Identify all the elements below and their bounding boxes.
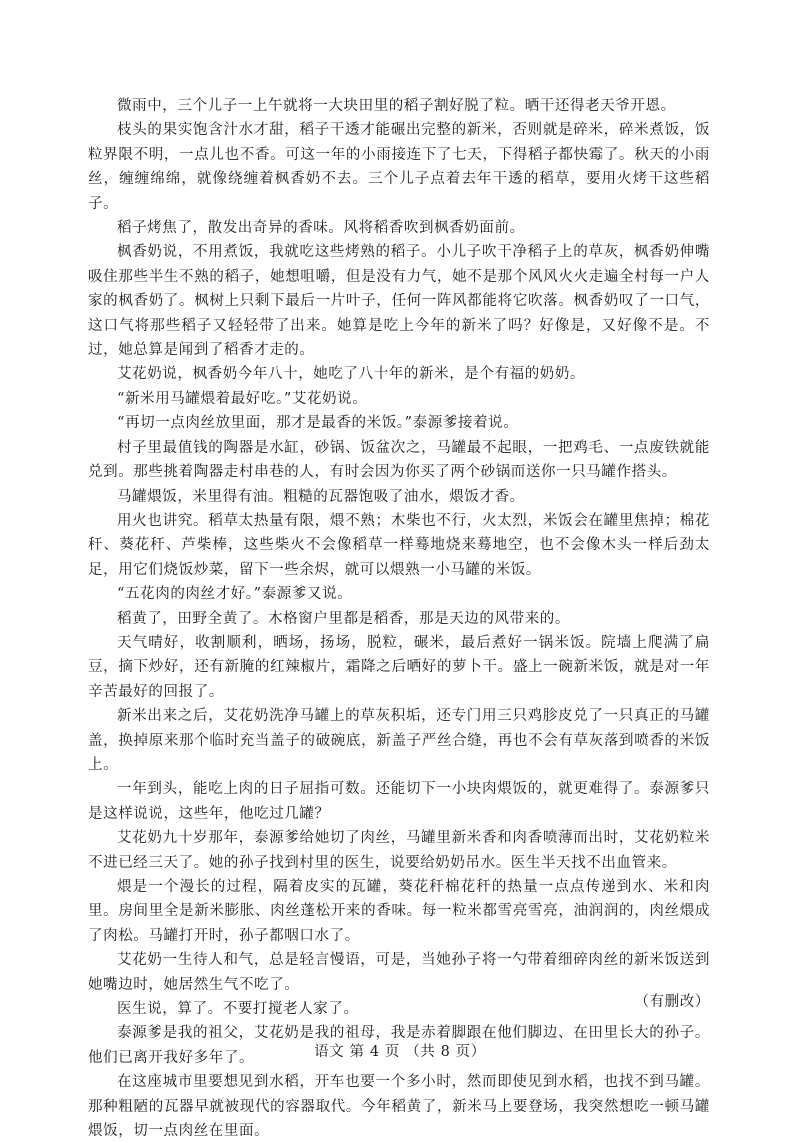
paragraph: 稻子烤焦了，散发出奇异的香味。风将稻香吹到枫香奶面前。 — [117, 220, 525, 237]
paragraph: 煨是一个漫长的过程，隔着皮实的瓦罐，葵花秆棉花秆的热量一点点传递到水、米和肉里。房间里全是新米膨胀、肉丝蓬松开来的香味。每一粒米都雪亮雪亮，油润润的，肉丝煨成了肉松。马罐打开时，孙子都咽口水了。 — [88, 879, 710, 944]
page-footer: 语文 第 4 页 （共 8 页） — [314, 1044, 486, 1060]
paragraph: 泰源爹是我的祖父，艾花奶是我的祖母，我是赤着脚跟在他们脚边、在田里长大的孙子。他们已离开我好多年了。 — [88, 1025, 710, 1066]
paragraph: 一年到头，能吃上肉的日子屈指可数。还能切下一小块肉煨饭的，就更难得了。泰源爹只是这样说说，这些年，他吃过几罐？ — [88, 781, 710, 822]
paragraph: 医生说，算了。不要打搅老人家了。 — [117, 1001, 359, 1018]
paragraph: 用火也讲究。稻草太热量有限，煨不熟；木柴也不行，火太烈，米饭会在罐里焦掉；棉花秆、葵花秆、芦柴棒，这些柴火不会像稻草一样蓦地烧来蓦地空，也不会像木头一样后劲太足，用它们烧饭炒菜，留下一些余烬，就可以煨熟一小马罐的米饭。 — [88, 512, 710, 578]
paragraph: “再切一点肉丝放里面，那才是最香的米饭。”泰源爹接着说。 — [117, 415, 519, 432]
paragraph: 天气晴好，收割顺利，晒场，扬场，脱粒，碾米，最后煮好一锅米饭。院墙上爬满了扁豆，摘下炒好，还有新腌的红辣椒片，霜降之后晒好的萝卜干。盛上一碗新米饭，就是对一年辛苦最好的回报了。 — [88, 634, 710, 700]
paragraph: 艾花奶说，枫香奶今年八十，她吃了八十年的新米，是个有福的奶奶。 — [117, 366, 586, 383]
paragraph: 微雨中，三个儿子一上午就将一大块田里的稻子割好脱了粒。晒干还得老天爷开恩。 — [117, 98, 676, 114]
paragraph: 村子里最值钱的陶器是水缸，砂锅、饭盆次之，马罐最不起眼，一把鸡毛、一点废铁就能兑到。那些挑着陶器走村串巷的人，有时会因为你买了两个砂锅而送你一只马罐作搭头。 — [88, 439, 710, 481]
paragraph: 枝头的果实饱含汁水才甜，稻子干透才能碾出完整的新米，否则就是碎米，碎米煮饭，饭粒界限不明，一点儿也不香。可这一年的小雨接连下了七天，下得稻子都快霉了。秋天的小雨丝，缠缠绵绵，就像绕缠着枫香奶不去。三个儿子点着去年干透的稻草，要用火烤干这些稻子。 — [88, 122, 710, 212]
paragraph: 新米出来之后，艾花奶洗净马罐上的草灰积垢，还专门用三只鸡胗皮兑了一只真正的马罐盖，换掉原来那个临时充当盖子的破碗底，新盖子严丝合缝，再也不会有草灰落到喷香的米饭上。 — [88, 708, 710, 773]
abridged-note: （有删改） — [634, 994, 710, 1010]
paragraph: “五花肉的肉丝才好。”泰源爹又说。 — [117, 586, 353, 603]
paragraph: 艾花奶九十岁那年，泰源爹给她切了肉丝，马罐里新米香和肉香喷薄而出时，艾花奶粒米不进已经三天了。她的孙子找到村里的医生，说要给奶奶吊水。医生半天找不出血管来。 — [88, 830, 710, 871]
paragraph: 稻黄了，田野全黄了。木格窗户里都是稻香，那是天边的风带来的。 — [117, 610, 570, 627]
paragraph: “新米用马罐煨着最好吃。”艾花奶说。 — [117, 390, 368, 407]
paragraph: 在这座城市里要想见到水稻，开车也要一个多小时，然而即使见到水稻，也找不到马罐。那种粗陋的瓦器早就被现代的容器取代。今年稻黄了，新米马上要登场，我突然想吃一顿马罐煨饭，切一点肉丝在里面。 — [88, 1074, 710, 1140]
paragraph: 枫香奶说，不用煮饭，我就吃这些烤熟的稻子。小儿子吹干净稻子上的草灰，枫香奶伸嘴吸住那些半生不熟的稻子，她想咀嚼，但是没有力气，她不是那个风风火火走遍全村每一户人家的枫香奶了。枫树上只剩下最后一片叶子，任何一阵风都能将它吹落。枫香奶叹了一口气，这口气将那些稻子又轻轻带了出来。她算是吃上今年的新米了吗？好像是，又好像不是。不过，她总算是闻到了稻香才走的。 — [88, 244, 710, 359]
paragraph: 艾花奶一生待人和气，总是轻言慢语，可是，当她孙子将一勺带着细碎肉丝的新米饭送到她嘴边时，她居然生气不吃了。 — [88, 952, 710, 993]
paragraph: 马罐煨饭，米里得有油。粗糙的瓦器饱吸了油水，煨饭才香。 — [117, 488, 525, 505]
story-text — [88, 94, 710, 1143]
